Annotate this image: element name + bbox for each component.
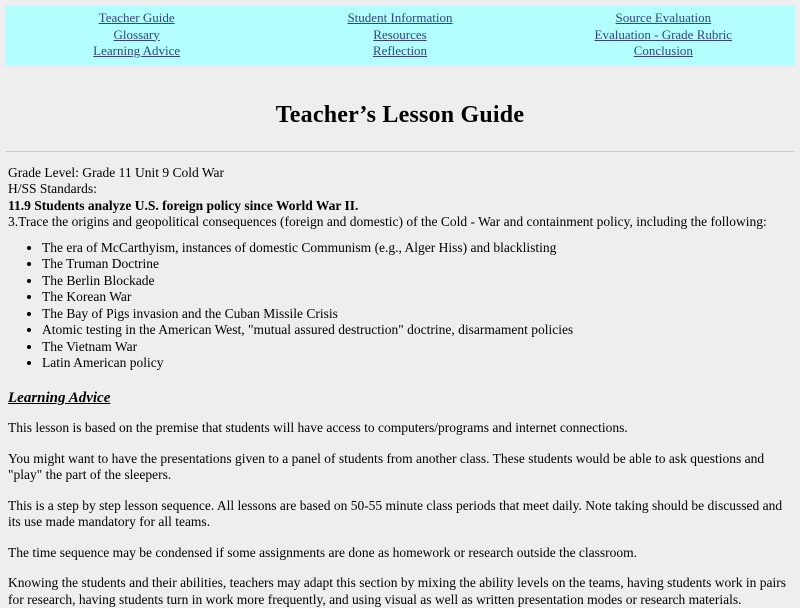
learning-advice-paragraph-2: You might want to have the presentations given to a panel of students from another class. These students would be able to ask questions and "play" the part of the sleepers. [8,451,792,484]
nav-link-conclusion[interactable]: Conclusion [634,43,693,60]
nav-link-reflection[interactable]: Reflection [373,43,427,60]
list-item: • Atomic testing in the American West, "mutual assured destruction" doctrine, disarmament policies [42,322,792,339]
list-item: • The Korean War [42,289,792,306]
list-item: • The Vietnam War [42,339,792,356]
nav-link-evaluation-grade-rubric[interactable]: Evaluation - Grade Rubric [595,27,733,44]
list-item: • The Truman Doctrine [42,256,792,273]
learning-advice-paragraph-5: Knowing the students and their abilities, teachers may adapt this section by mixing the ability levels on the teams, having students work in pairs for research, having students turn in work more frequently, and using visual as well as written presentation modes or research materials. [8,575,792,608]
list-item: • Latin American policy [42,355,792,372]
list-item: • The era of McCarthyism, instances of domestic Communism (e.g., Alger Hiss) and blacklisting [42,240,792,257]
list-item: • The Bay of Pigs invasion and the Cuban Missile Crisis [42,306,792,323]
learning-advice-paragraph-3: This is a step by step lesson sequence. All lessons are based on 50-55 minute class periods that meet daily. Note taking should be discussed and its use made mandatory for all teams. [8,498,792,531]
trace-statement: 3.Trace the origins and geopolitical consequences (foreign and domestic) of the Cold - War and containment policy, including the following: [8,214,792,231]
nav-link-learning-advice[interactable]: Learning Advice [93,43,180,60]
standard-statement: 11.9 Students analyze U.S. foreign policy since World War II. [8,198,792,215]
lesson-content [0,165,800,608]
grade-level-line: Grade Level: Grade 11 Unit 9 Cold War [8,165,792,182]
title-block [0,102,800,129]
nav-column-2 [268,10,531,60]
nav-link-teacher-guide[interactable]: Teacher Guide [99,10,175,27]
cold-war-topics-list [8,240,792,372]
nav-column-1 [5,10,268,60]
nav-link-source-evaluation[interactable]: Source Evaluation [615,10,711,27]
learning-advice-paragraph-4: The time sequence may be condensed if some assignments are done as homework or research outside the classroom. [8,545,792,562]
standards-label: H/SS Standards: [8,181,792,198]
nav-link-resources[interactable]: Resources [373,27,426,44]
list-item: • The Berlin Blockade [42,273,792,290]
nav-column-3 [532,10,795,60]
learning-advice-section [8,372,792,608]
nav-link-student-information[interactable]: Student Information [347,10,452,27]
learning-advice-paragraph-1: This lesson is based on the premise that students will have access to computers/programs and internet connections. [8,420,792,437]
learning-advice-heading: Learning Advice [8,390,110,407]
page-title: Teacher’s Lesson Guide [0,102,800,129]
top-navigation-bar [5,5,795,66]
title-divider [6,151,794,152]
nav-link-glossary[interactable]: Glossary [114,27,160,44]
